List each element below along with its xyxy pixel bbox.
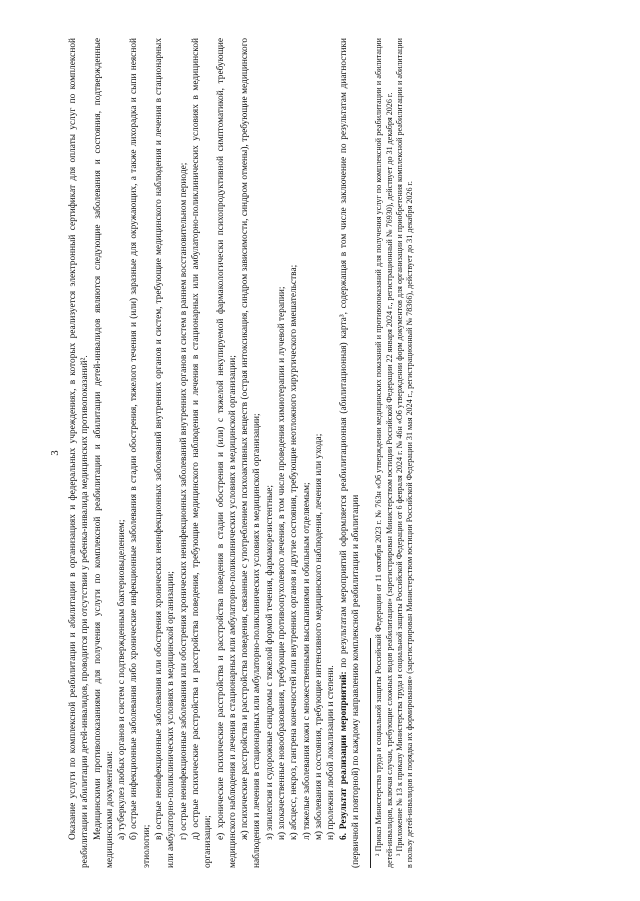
contraindication-item: н) пролежни любой локализации и степени. bbox=[326, 665, 337, 840]
footnote-3: ³ Приложение № 13 к приказу Министерства труда и социальной защиты Российской Федерации от 6 февраля 2024 г. № 46н «Об утверждении форм документов для организации и приобретения комплексной реабилитации и абилитации в пользу детей-инвалидов и порядка их формирования» (зарегистрирован Министерством юстиции Российской Федерации 31 мая 2024 г., регистрационный № 78366), действует до 31 декабря 2026 г. bbox=[394, 38, 415, 868]
contraindication-item: ж) психические расстройства и расстройства поведения, связанные с употреблением психоактивных веществ (острая интоксикация, синдром зависимости, синдром отмены), требующие медицинского наблюдения и лечения в стационарных или амбулаторно-поликлинических условиях в медицинской организации; bbox=[240, 38, 263, 868]
contraindication-item: б) острые инфекционные заболевания либо хронические инфекционные заболевания в стадии обострения, тяжелого течения и (или) заразные для окружающих, а также лихорадка и сыпи неясной этиологии; bbox=[129, 38, 152, 868]
contraindication-item: д) острые психические расстройства и расстройства поведения, требующие медицинского наблюдения и лечения в стационарных или амбулаторно-поликлинических условиях в медицинской организации; bbox=[190, 38, 214, 868]
footnote-2: ² Приказ Министерства труда и социальной защиты Российской Федерации от 11 октября 2023 г. № 763н «Об утверждении медицинских показаний и противопоказаний для получения услуг по комплексной реабилитации и абилитации детей-инвалидов, включая случаи, требующие сложных видов реабилитации» (зарегистрирован Министерством юстиции Российской Федерации 22 января 2024 г., регистрационный № 76930), действует до 31 декабря 2026 г. bbox=[374, 38, 394, 868]
page-number: 3 bbox=[50, 450, 61, 456]
contraindication-item: в) острые неинфекционные заболевания или обострения хронических неинфекционных заболеваний внутренних органов и систем, требующие медицинского наблюдения и лечения в стационарных или амбулаторно-поликлинических условиях в медицинской организации; bbox=[154, 38, 177, 868]
result-heading: 6. Результат реализации мероприятий: bbox=[338, 671, 349, 840]
contraindication-item: г) острые неинфекционные заболевания или обострения хронических неинфекционных заболеваний внутренних органов и систем в раннем восстановительном периоде; bbox=[178, 162, 189, 840]
paragraph-contraindications-intro: Медицинскими противопоказаниями для получения услуги по комплексной реабилитации и абилитации детей-инвалидов являются следующие заболевания и состояния, подтвержденные медицинскими документами: bbox=[92, 38, 115, 868]
contraindication-item: м) заболевания и состояния, требующие интенсивного медицинского наблюдения, лечения или ухода; bbox=[313, 433, 324, 840]
paragraph-result bbox=[338, 38, 363, 868]
paragraph-service-provision: Оказание услуги по комплексной реабилитации и абилитации в организациях и федеральных учреждениях, в которых реализуется электронный сертификат для оплаты услуг по комплексной реабилитации и абилитации детей-инвалидов, проводится при отсутствии у ребенка-инвалида медицинских противопоказаний². bbox=[68, 38, 91, 868]
contraindication-item: и) злокачественные новообразования, требующие противоопухолевого лечения, в том числе проведения химиотерапии и лучевой терапии; bbox=[277, 286, 288, 840]
rotated-content bbox=[50, 38, 620, 868]
contraindication-item: а) туберкулез любых органов и систем с подтвержденным бактериовыделением; bbox=[117, 519, 128, 840]
result-text: по результатам мероприятий оформляется реабилитационная (абилитационная) карта³, содержащая в том числе заключение по результатам диагностики (первичной и повторной) по каждому направлению комплексной реабилитации и абилитации bbox=[338, 38, 361, 868]
contraindication-item: з) эпилепсия и судорожные синдромы с тяжелой формой течения, фармакорезистентные; bbox=[264, 485, 275, 840]
contraindication-item: л) тяжелые заболевания кожи с множественными высыпаниями и обильным отделяемым; bbox=[301, 482, 312, 840]
footnote-divider bbox=[370, 638, 371, 868]
contraindication-item: к) абсцесс, некроз, гангрена конечностей или внутренних органов и другие состояния, требующие неотложного хирургического вмешательства; bbox=[289, 264, 300, 840]
contraindication-item: е) хронические психические расстройства и расстройства поведения в стадии обострения и (или) с тяжелой некупируемой фармакологически психопродуктивной симптоматикой, требующие медицинского наблюдения и лечения в стационарных или амбулаторно-поликлинических условиях в медицинской организации; bbox=[215, 38, 238, 868]
